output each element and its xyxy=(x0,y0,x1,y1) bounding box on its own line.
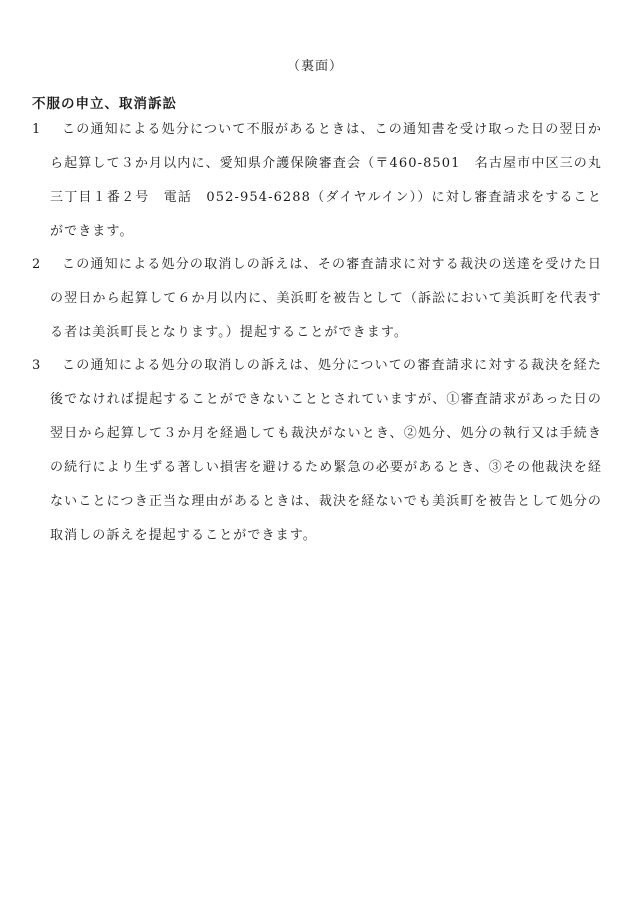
page-side-label: （裏面） xyxy=(286,59,343,74)
list-item-3 xyxy=(32,349,602,553)
section-title: 不服の申立、取消訴訟 xyxy=(32,96,177,112)
item-text: この通知による処分について不服があるときは、この通知書を受け取った日の翌日から起算して３か月以内に、愛知県介護保険審査会（〒460-8501 名古屋市中区三の丸三丁目１番２号 電話 052-954-6288（ダイヤルイン））に対し審査請求をすることができます。 xyxy=(50,122,602,239)
item-text: この通知による処分の取消しの訴えは、処分についての審査請求に対する裁決を経た後でなければ提起することができないこととされていますが、①審査請求があった日の翌日から起算して３か月を経過しても裁決がないとき、②処分、処分の執行又は手続きの続行により生ずる著しい損害を避けるため緊急の必要があるとき、③その他裁決を経ないことにつき正当な理由があるときは、裁決を経ないでも美浜町を被告として処分の取消しの訴えを提起することができます。 xyxy=(50,358,602,543)
item-text: この通知による処分の取消しの訴えは、その審査請求に対する裁決の送達を受けた日の翌日から起算して６か月以内に、美浜町を被告として（訴訟において美浜町を代表する者は美浜町長となります。）提起することができます。 xyxy=(50,257,602,340)
item-number: 3 xyxy=(32,358,42,373)
item-number: 1 xyxy=(32,122,42,137)
list-item-2 xyxy=(32,248,602,350)
item-number: 2 xyxy=(32,257,42,272)
list-item-1 xyxy=(32,113,602,249)
